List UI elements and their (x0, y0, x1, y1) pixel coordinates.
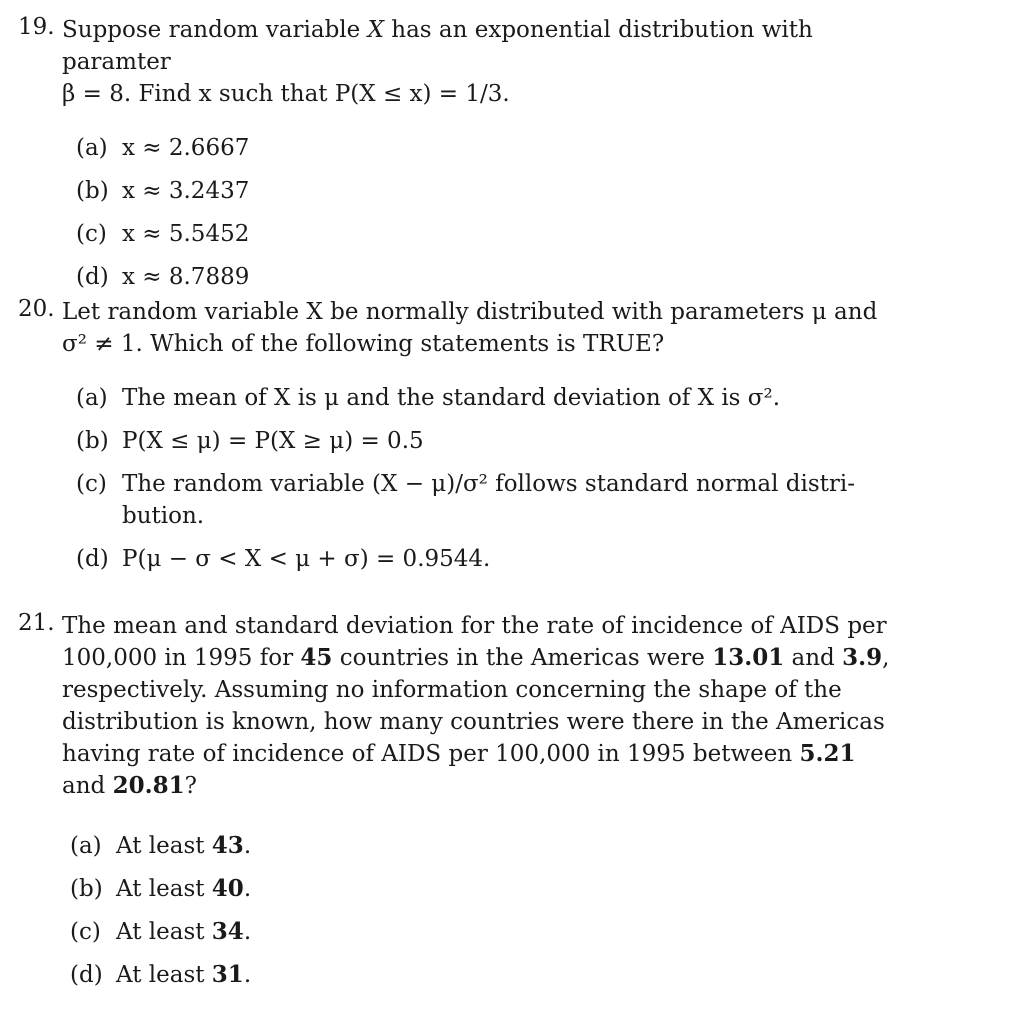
stem-text: ? (184, 773, 197, 799)
stem-text: countries in the Americas were (332, 645, 713, 671)
option-d[interactable] (70, 959, 898, 991)
lower-bound: 5.21 (799, 740, 856, 767)
option-value: 34 (211, 918, 244, 945)
question-21 (18, 610, 898, 1002)
option-text: x ≈ 2.6667 (122, 135, 250, 161)
option-text: The mean of X is μ and the standard deviation of X is σ². (122, 385, 781, 411)
question-stem (62, 14, 898, 110)
option-b[interactable] (76, 175, 898, 207)
option-label: (d) (70, 962, 103, 988)
stem-line-2: β = 8. Find x such that P(X ≤ x) = 1/3. (62, 81, 510, 107)
option-a[interactable] (70, 830, 898, 862)
option-text: At least (116, 876, 212, 902)
answer-options (76, 382, 898, 575)
stem-line-2: σ² ≠ 1. Which of the following statements is TRUE? (62, 331, 665, 357)
option-text: . (243, 876, 252, 902)
option-text: x ≈ 5.5452 (122, 221, 250, 247)
option-text: At least (116, 919, 212, 945)
option-text: . (243, 919, 252, 945)
stem-text: has an exponential distribution with paramter (62, 17, 813, 75)
stem-paragraph (62, 610, 898, 802)
option-text: P(X ≤ μ) = P(X ≥ μ) = 0.5 (122, 428, 424, 454)
option-d[interactable] (76, 543, 898, 575)
stem-text: Suppose random variable (62, 17, 368, 43)
sd-value: 3.9 (842, 644, 883, 671)
stem-text: , respectively. Assuming no information concerning the shape of the distribution is known, how many countries were there in the Americas having rate of incidence of AIDS per 100,000 in 1995 between (62, 645, 890, 767)
option-text: P(μ − σ < X < μ + σ) = 0.9544. (122, 546, 491, 572)
option-c[interactable] (76, 218, 898, 250)
option-d[interactable] (76, 261, 898, 293)
option-text: The random variable (X − μ)/σ² follows standard normal distri-bution. (122, 471, 856, 529)
stem-text: and (784, 645, 843, 671)
answer-options (70, 830, 898, 991)
question-number: 21. (18, 610, 55, 636)
option-value: 43 (211, 832, 244, 859)
option-label: (a) (70, 833, 102, 859)
option-a[interactable] (76, 132, 898, 164)
question-stem (62, 296, 898, 360)
option-label: (a) (76, 385, 108, 411)
option-label: (c) (76, 471, 107, 497)
stem-text: and (62, 773, 113, 799)
option-label: (d) (76, 264, 109, 290)
option-value: 40 (211, 875, 244, 902)
option-c[interactable] (76, 468, 898, 532)
option-label: (b) (70, 876, 103, 902)
stem-variable: X (367, 17, 384, 43)
question-number: 20. (18, 296, 55, 322)
question-stem (62, 610, 898, 802)
option-label: (c) (76, 221, 107, 247)
option-label: (b) (76, 178, 109, 204)
option-b[interactable] (76, 425, 898, 457)
option-label: (b) (76, 428, 109, 454)
option-text: . (243, 962, 252, 988)
stem-text: The mean and standard deviation for the rate of incidence of AIDS per 100,000 in 1995 for (62, 613, 887, 671)
option-text: At least (116, 833, 212, 859)
option-label: (a) (76, 135, 108, 161)
option-c[interactable] (70, 916, 898, 948)
stem-line-1 (62, 14, 898, 78)
mean-value: 13.01 (712, 644, 785, 671)
option-b[interactable] (70, 873, 898, 905)
answer-options (76, 132, 898, 293)
question-20 (18, 296, 898, 586)
option-text: x ≈ 8.7889 (122, 264, 250, 290)
option-text: x ≈ 3.2437 (122, 178, 250, 204)
option-value: 31 (211, 961, 244, 988)
question-19 (18, 14, 898, 304)
option-label: (d) (76, 546, 109, 572)
option-text: At least (116, 962, 212, 988)
option-a[interactable] (76, 382, 898, 414)
stem-line-1: Let random variable X be normally distributed with parameters μ and (62, 299, 878, 325)
option-text: . (243, 833, 252, 859)
option-label: (c) (70, 919, 101, 945)
country-count: 45 (300, 644, 333, 671)
upper-bound: 20.81 (112, 772, 185, 799)
question-number: 19. (18, 14, 55, 40)
